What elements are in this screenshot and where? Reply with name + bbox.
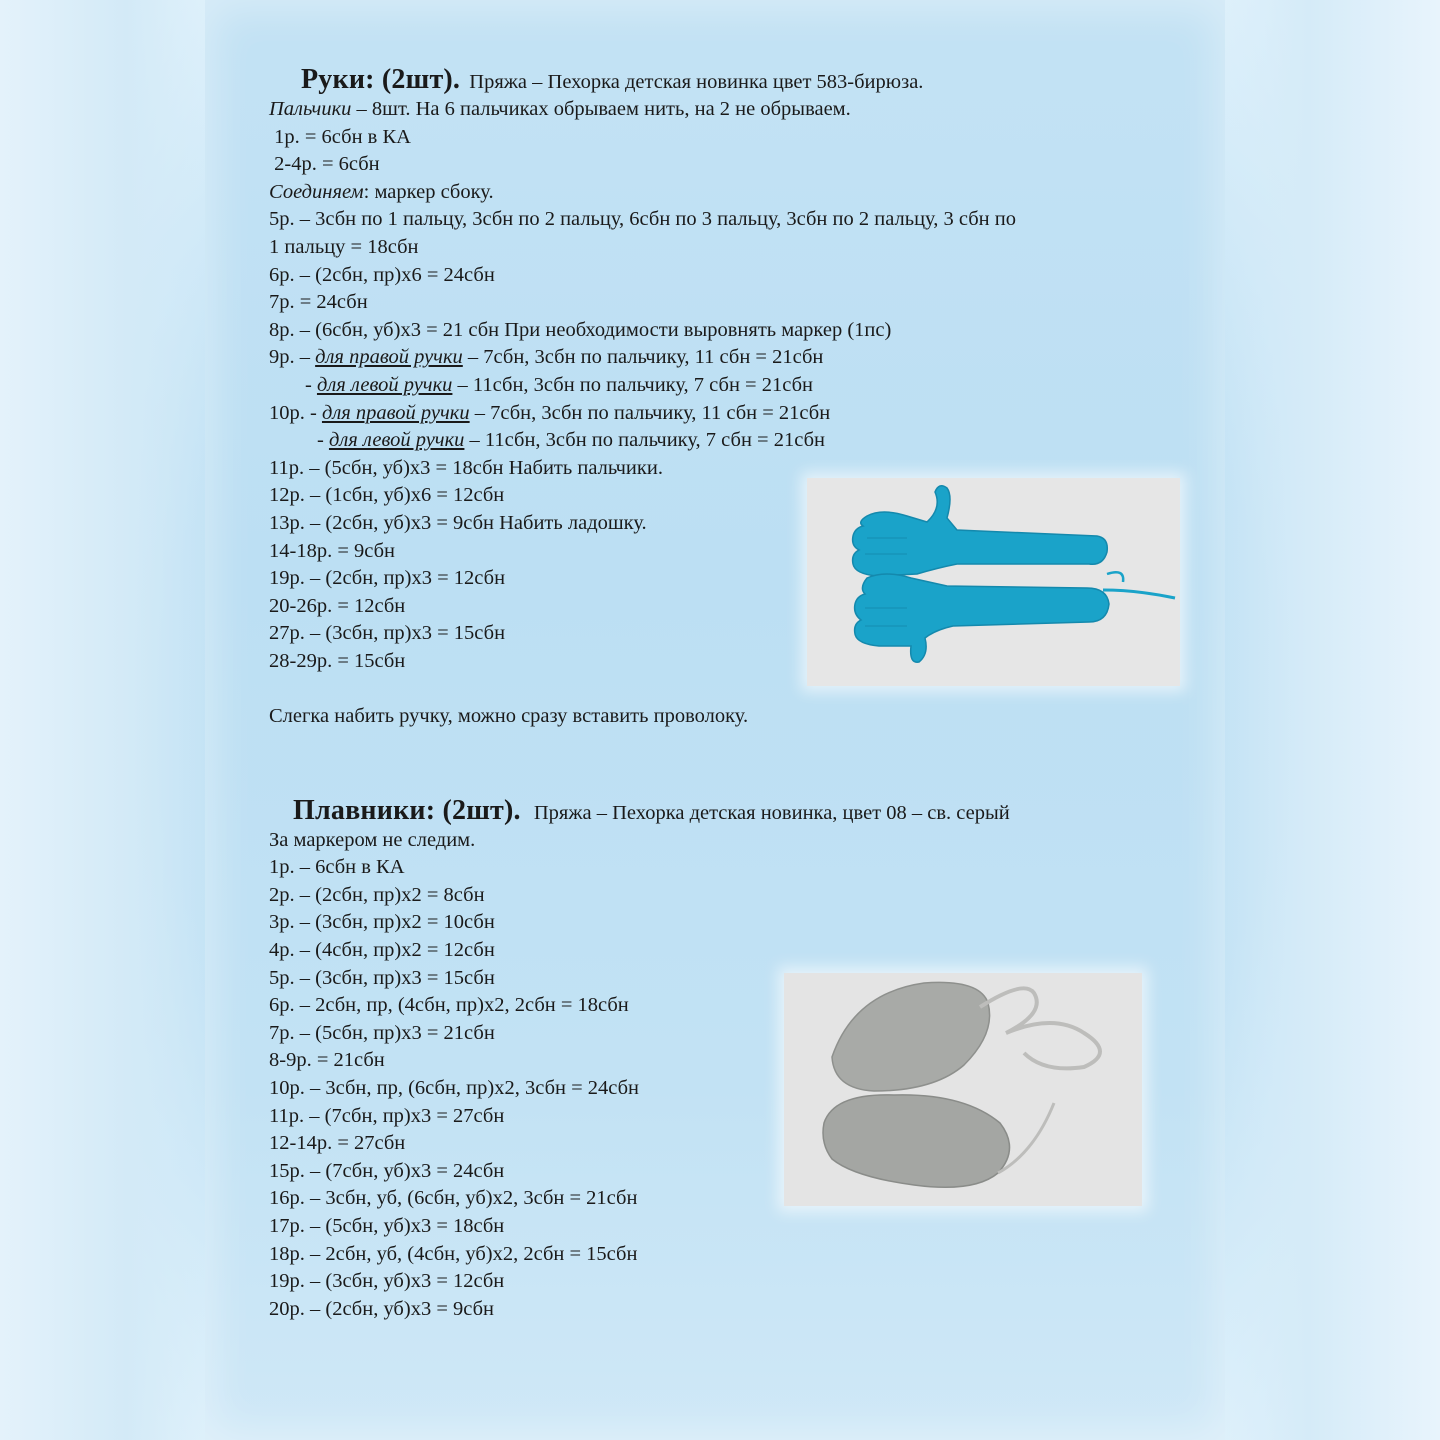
join-label: Соединяем bbox=[269, 180, 364, 203]
fins-row: 1р. – 6сбн в КА bbox=[269, 856, 405, 879]
arms-note: Слегка набить ручку, можно сразу вставить проволоку. bbox=[269, 705, 749, 728]
fins-row: 18р. – 2сбн, уб, (4сбн, уб)х2, 2сбн = 15сбн bbox=[269, 1242, 638, 1265]
left-hand-label: для левой ручки bbox=[316, 373, 453, 396]
fins-row: 10р. – 3сбн, пр, (6сбн, пр)х2, 3сбн = 24сбн bbox=[269, 1077, 640, 1099]
fins-photo bbox=[784, 973, 1142, 1206]
fins-row: 2р. – (2сбн, пр)х2 = 8сбн bbox=[269, 883, 485, 906]
row-text: – 7сбн, 3сбн по пальчику, 11 сбн = 21сбн bbox=[469, 401, 831, 424]
right-hand-label: для правой ручки bbox=[315, 346, 463, 369]
arms-row: 28-29р. = 15сбн bbox=[269, 649, 406, 672]
arms-fingers bbox=[269, 96, 1179, 124]
arms-title: Руки: (2шт). bbox=[301, 64, 461, 95]
fins-title: Плавники: (2шт). bbox=[293, 794, 521, 826]
row-text: – 11сбн, 3сбн по пальчику, 7 сбн = 21сбн bbox=[464, 429, 825, 452]
arms-row: 14-18р. = 9сбн bbox=[269, 539, 396, 562]
arms-row: 1р. = 6сбн в КА bbox=[269, 125, 411, 148]
fins-row: 6р. – 2сбн, пр, (4сбн, пр)х2, 2сбн = 18сбн bbox=[269, 994, 629, 1017]
fingers-label: Пальчики bbox=[269, 98, 352, 120]
arms-row: 19р. – (2сбн, пр)х3 = 12сбн bbox=[269, 567, 506, 590]
fins-row: 16р. – 3сбн, уб, (6сбн, уб)х2, 3сбн = 21сбн bbox=[269, 1187, 638, 1210]
arms-row: 2-4р. = 6сбн bbox=[269, 153, 380, 176]
arms-row: 13р. – (2сбн, уб)х3 = 9сбн Набить ладошку. bbox=[269, 511, 647, 534]
arms-row-9-left bbox=[269, 372, 1179, 400]
fins-yarn: Пряжа – Пехорка детская новинка, цвет 08 – св. серый bbox=[533, 801, 1010, 824]
row-prefix: - bbox=[317, 429, 329, 452]
arms-row-9-right bbox=[269, 344, 1179, 372]
arms-row: 7р. = 24сбн bbox=[269, 291, 368, 314]
arms-photo bbox=[807, 478, 1180, 686]
fins-marker: За маркером не следим. bbox=[269, 828, 476, 851]
fins-row: 11р. – (7сбн, пр)х3 = 27сбн bbox=[269, 1104, 505, 1127]
arms-row: 8р. – (6сбн, уб)х3 = 21 сбн При необходимости выровнять маркер (1пс) bbox=[269, 318, 892, 341]
arms-row: 27р. – (3сбн, пр)х3 = 15сбн bbox=[269, 622, 506, 645]
fins-row: 19р. – (3сбн, уб)х3 = 12сбн bbox=[269, 1270, 505, 1293]
fins-header bbox=[269, 794, 1179, 827]
arms-header bbox=[269, 66, 1179, 96]
row-prefix: 9р. – bbox=[269, 346, 316, 369]
crocheted-arms-image bbox=[807, 478, 1180, 686]
fins-row: 4р. – (4сбн, пр)х2 = 12сбн bbox=[269, 939, 495, 962]
crocheted-fins-image bbox=[784, 973, 1142, 1206]
arms-row-10-right bbox=[269, 400, 1179, 428]
row-text: – 7сбн, 3сбн по пальчику, 11 сбн = 21сбн bbox=[462, 346, 824, 369]
fins-row: 17р. – (5сбн, уб)х3 = 18сбн bbox=[269, 1214, 505, 1237]
fins-row: 8-9р. = 21сбн bbox=[269, 1049, 385, 1072]
fins-row: 5р. – (3сбн, пр)х3 = 15сбн bbox=[269, 966, 495, 989]
row-text: – 11сбн, 3сбн по пальчику, 7 сбн = 21сбн bbox=[452, 373, 813, 396]
right-hand-label: для правой ручки bbox=[321, 401, 470, 424]
fins-row: 3р. – (3сбн, пр)х2 = 10сбн bbox=[269, 911, 495, 934]
arms-row: 1 пальцу = 18сбн bbox=[269, 235, 419, 258]
fins-row: 15р. – (7сбн, уб)х3 = 24сбн bbox=[269, 1159, 505, 1182]
fins-row: 7р. – (5сбн, пр)х3 = 21сбн bbox=[269, 1021, 495, 1044]
arms-join bbox=[269, 179, 1179, 207]
arms-row: 5р. – 3сбн по 1 пальцу, 3сбн по 2 пальцу, 6сбн по 3 пальцу, 3сбн по 2 пальцу, 3 сбн по bbox=[269, 208, 1016, 231]
arms-row: 6р. – (2сбн, пр)х6 = 24сбн bbox=[269, 263, 495, 286]
left-hand-label: для левой ручки bbox=[328, 429, 465, 452]
arms-row: 20-26р. = 12сбн bbox=[269, 594, 406, 617]
arms-row: 12р. – (1сбн, уб)х6 = 12сбн bbox=[269, 484, 505, 507]
arms-row: 11р. – (5сбн, уб)х3 = 18сбн Набить пальчики. bbox=[269, 456, 663, 479]
arms-yarn: Пряжа – Пехорка детская новинка цвет 583-бирюза. bbox=[469, 71, 924, 93]
row-prefix: 10р. - bbox=[269, 401, 322, 424]
join-text: : маркер сбоку. bbox=[363, 180, 494, 203]
fingers-text: – 8шт. На 6 пальчиках обрываем нить, на 2 не обрываем. bbox=[351, 98, 851, 120]
fins-row: 20р. – (2сбн, уб)х3 = 9сбн bbox=[269, 1297, 494, 1320]
fins-row: 12-14р. = 27сбн bbox=[269, 1132, 406, 1155]
row-prefix: - bbox=[305, 373, 317, 396]
arms-row-10-left bbox=[269, 427, 1179, 455]
